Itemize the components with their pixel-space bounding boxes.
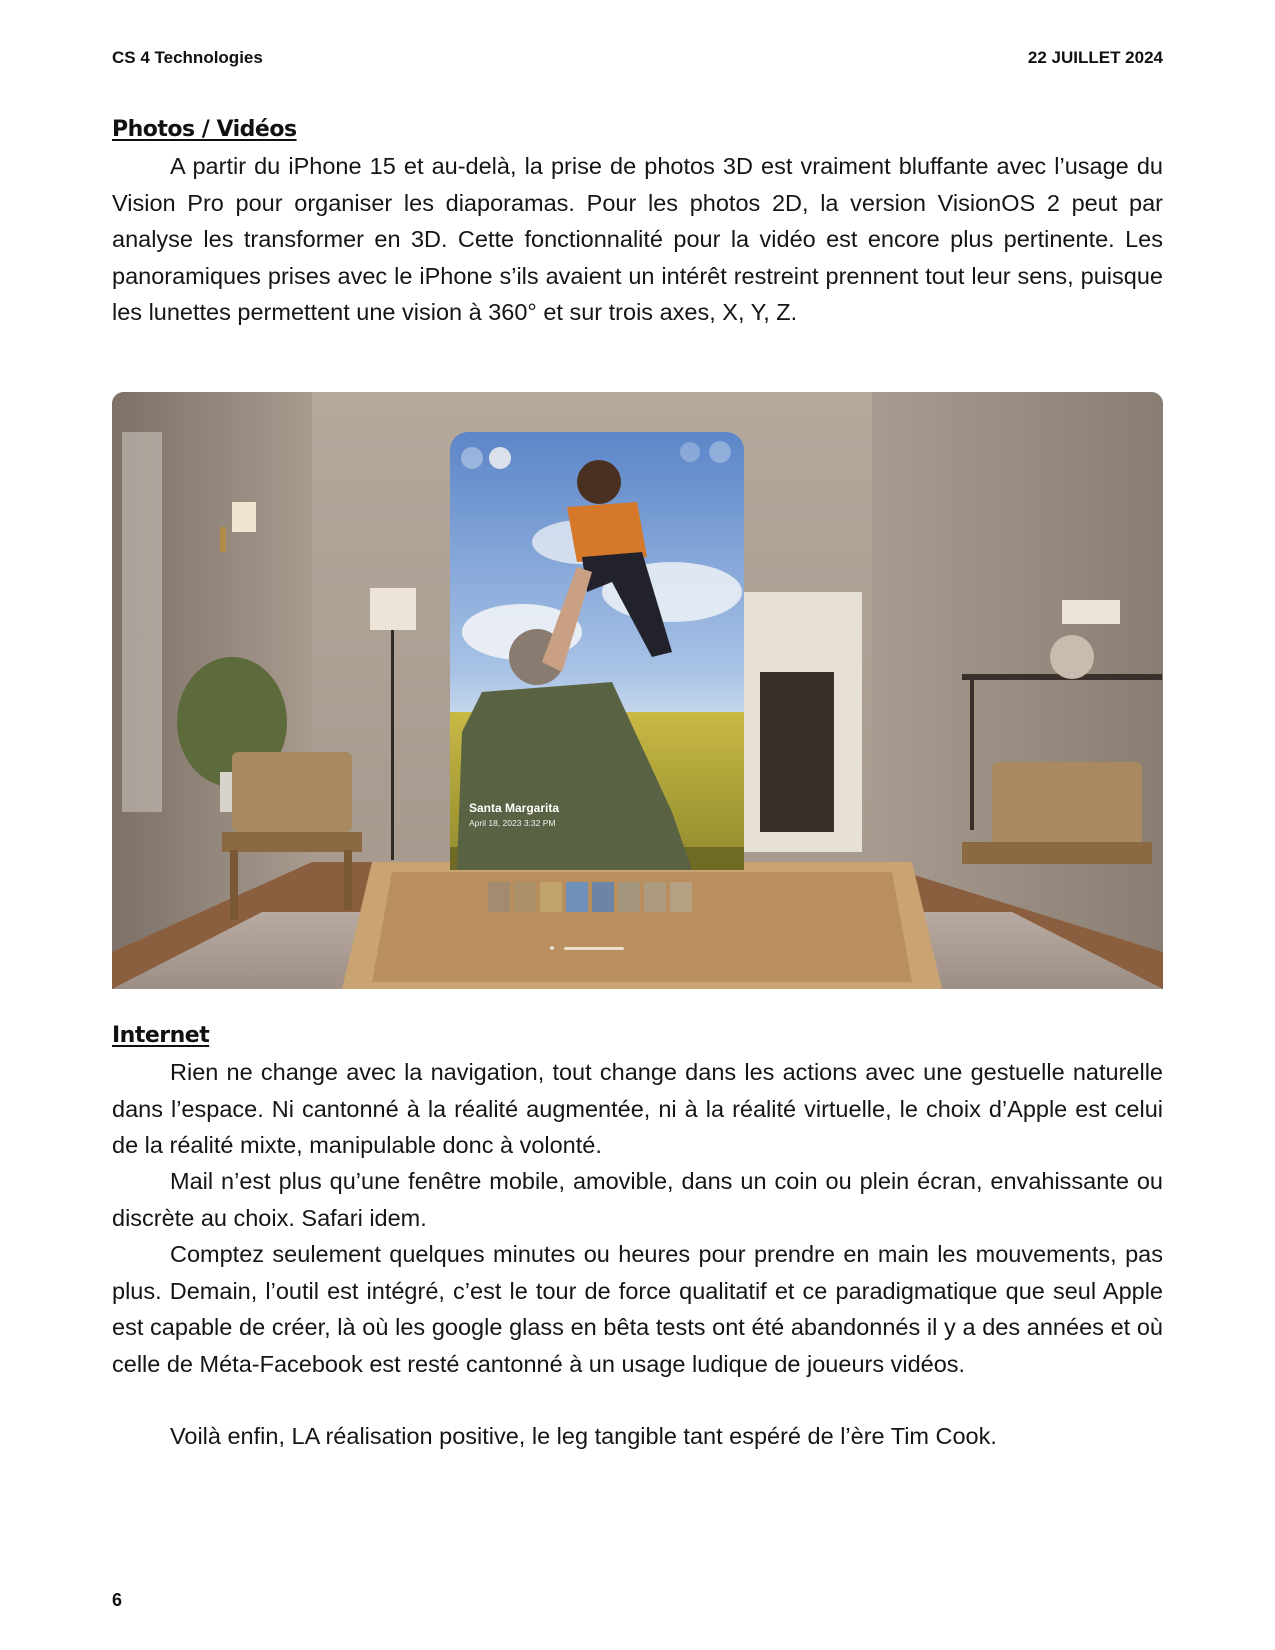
header-date: 22 JUILLET 2024 [1027,48,1163,67]
section-title-photos: Photos / Vidéos [112,117,297,142]
section-title-internet: Internet [112,1023,210,1048]
internet-paragraph-3: Comptez seulement quelques minutes ou heures pour prendre en main les mouvements, pas plus. Demain, l’outil est intégré, c’est le tour de force qualitatif et ce paradigmatique que seul Apple est capable de créer, là où les google glass en bêta tests ont été abandonnés il y a des années et où celle de Méta-Facebook est resté cantonné à un usage ludique de joueurs vidéos. [112,1241,1163,1377]
vision-pro-photo-figure [112,392,1163,989]
internet-paragraph-2: Mail n’est plus qu’une fenêtre mobile, amovible, dans un coin ou plein écran, envahissante ou discrète au choix. Safari idem. [112,1168,1163,1231]
photo-caption-title: Santa Margarita [469,801,560,815]
page-number: 6 [112,1590,123,1610]
photos-paragraph: A partir du iPhone 15 et au-delà, la prise de photos 3D est vraiment bluffante avec l’usage du Vision Pro pour organiser les diaporamas. Pour les photos 2D, la version VisionOS 2 peut par analyse les transformer en 3D. Cette fonctionnalité pour la vidéo est encore plus pertinente. Les panoramiques prises avec le iPhone s’ils avaient un intérêt restreint prennent tout leur sens, puisque les lunettes permettent une vision à 360° et sur trois axes, X, Y, Z. [112,153,1163,325]
photo-caption-date: April 18, 2023 3:32 PM [469,818,556,828]
internet-paragraph-1: Rien ne change avec la navigation, tout change dans les actions avec une gestuelle naturelle dans l’espace. Ni cantonné à la réalité augmentée, ni à la réalité virtuelle, le choix d’Apple est celui de la réalité mixte, manipulable donc à volonté. [112,1059,1163,1158]
internet-paragraph-4: Voilà enfin, LA réalisation positive, le leg tangible tant espéré de l’ère Tim Cook. [170,1423,997,1449]
header-publication: CS 4 Technologies [112,48,263,67]
